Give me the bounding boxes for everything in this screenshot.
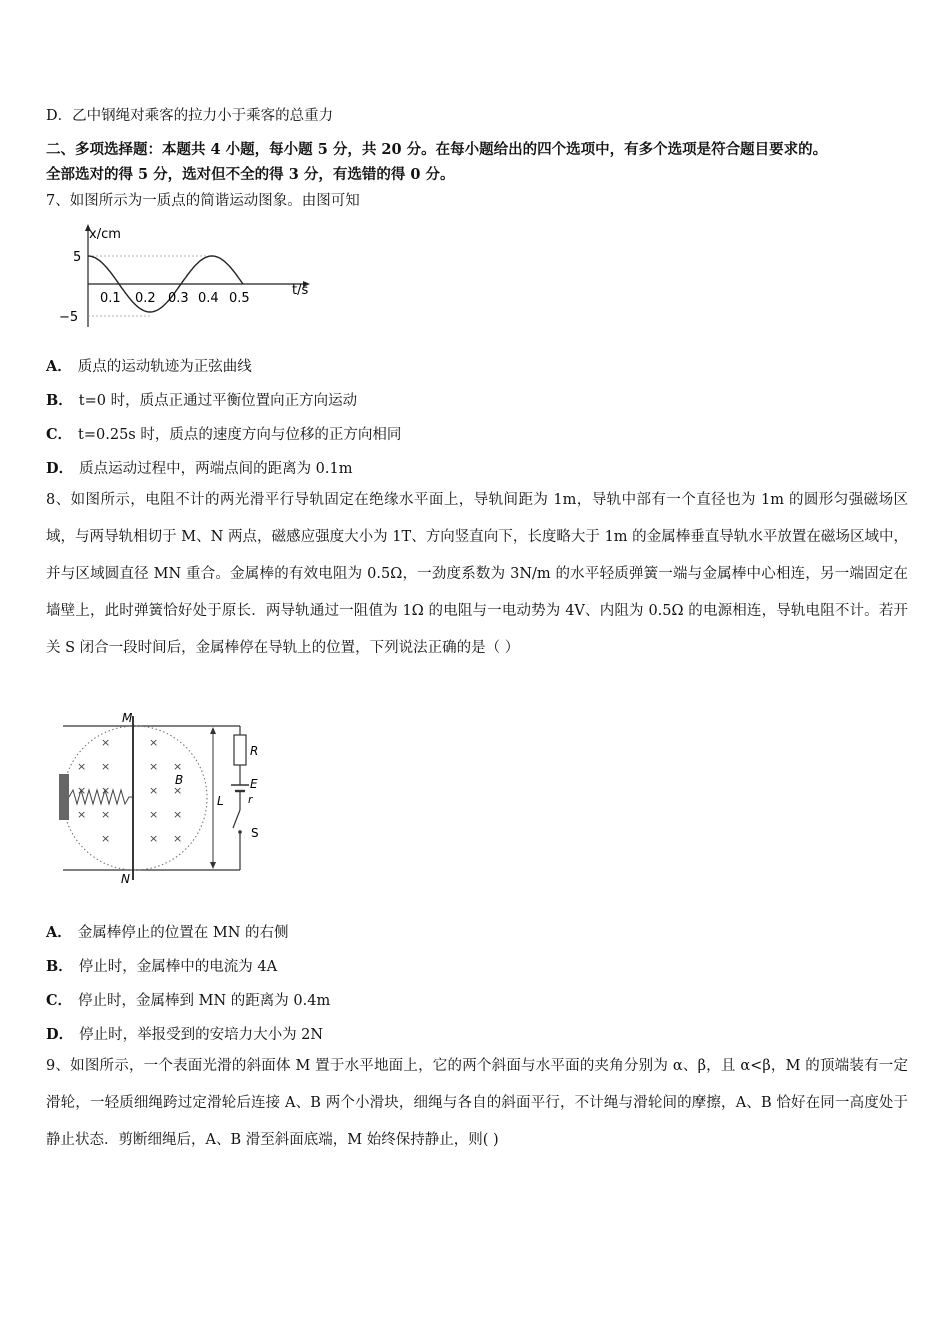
- q7-option-b-text: t=0 时，质点正通过平衡位置向正方向运动: [78, 393, 358, 409]
- q7-xtick-2: 0.3: [168, 291, 189, 306]
- q7-xtick-0: 0.1: [100, 291, 121, 306]
- q6-option-d: D．乙中钢绳对乘客的拉力小于乘客的总重力: [46, 108, 334, 124]
- q7-xtick-1: 0.2: [135, 291, 156, 306]
- q7-xtick-4: 0.5: [229, 291, 250, 306]
- q7-option-a-text: 质点的运动轨迹为正弦曲线: [77, 359, 252, 375]
- section-header-line1: 二、多项选择题：本题共 4 小题，每小题 5 分，共 20 分。在每小题给出的四个选项中，有多个选项是符合题目要求的。: [46, 141, 828, 158]
- q8-figure: [55, 710, 275, 885]
- q8-field-cross: ×: [173, 832, 183, 845]
- q7-option-b-label: B．: [46, 392, 73, 409]
- q8-field-cross: ×: [149, 760, 159, 773]
- q7-graph: [55, 222, 335, 332]
- q7-stem: 7、如图所示为一质点的简谐运动图象。由图可知: [46, 193, 360, 209]
- q8-field-cross: ×: [77, 784, 87, 797]
- q8-option-c-label: C．: [46, 992, 73, 1009]
- q7-ylabel: x/cm: [89, 227, 121, 242]
- q8-field-cross: ×: [101, 784, 111, 797]
- q8-option-d: [46, 1023, 323, 1044]
- q8-option-c-text: 停止时，金属棒到 MN 的距离为 0.4m: [78, 993, 331, 1009]
- q8-field-cross: ×: [173, 784, 183, 797]
- q9-stem: 9、如图所示，一个表面光滑的斜面体 M 置于水平地面上，它的两个斜面与水平面的夹角分别为 α、β，且 α<β，M 的顶端装有一定滑轮，一轻质细绳跨过定滑轮后连接 A、B 两个小滑块，细绳与各自的斜面平行，不计绳与滑轮间的摩擦，A、B 恰好在同一高度处于静止状态．剪断细绳后，A、B 滑至斜面底端，M 始终保持静止，则( ): [46, 1058, 908, 1148]
- q7-xlabel: t/s: [292, 283, 309, 298]
- q7-option-c: [46, 423, 401, 444]
- q8-field-cross: ×: [173, 808, 183, 821]
- q8-option-c: [46, 989, 330, 1010]
- q8-option-d-label: D．: [46, 1026, 74, 1043]
- q7-option-d: [46, 457, 353, 478]
- q8-label-e: E: [250, 777, 258, 791]
- q8-field-cross: ×: [101, 808, 111, 821]
- q7-option-a-label: A．: [46, 358, 72, 375]
- q8-field-cross: ×: [77, 760, 87, 773]
- q8-field-cross: ×: [149, 808, 159, 821]
- q8-label-n: N: [121, 872, 130, 885]
- section-header-line2: 全部选对的得 5 分，选对但不全的得 3 分，有选错的得 0 分。: [46, 166, 455, 183]
- q7-option-a: [46, 355, 252, 376]
- q8-option-b-text: 停止时，金属棒中的电流为 4A: [78, 959, 278, 975]
- q8-field-cross: ×: [101, 736, 111, 749]
- q7-option-d-text: 质点运动过程中，两端点间的距离为 0.1m: [79, 461, 353, 477]
- q7-option-c-label: C．: [46, 426, 73, 443]
- q8-field-cross: ×: [101, 832, 111, 845]
- q7-xtick-3: 0.4: [198, 291, 219, 306]
- q8-stem: 8、如图所示，电阻不计的两光滑平行导轨固定在绝缘水平面上，导轨间距为 1m，导轨中部有一个直径也为 1m 的圆形匀强磁场区域，与两导轨相切于 M、N 两点，磁感应强度大小为 1T、方向竖直向下，长度略大于 1m 的金属棒垂直导轨水平放置在磁场区域中，并与区域圆直径 MN 重合。金属棒的有效电阻为 0.5Ω，一劲度系数为 3N/m 的水平轻质弹簧一端与金属棒中心相连，另一端固定在墙壁上，此时弹簧恰好处于原长．两导轨通过一阻值为 1Ω 的电阻与一电动势为 4V、内阻为 0.5Ω 的电源相连，导轨电阻不计。若开关 S 闭合一段时间后，金属棒停在导轨上的位置，下列说法正确的是（ ）: [46, 492, 908, 656]
- q8-label-m: M: [122, 711, 133, 725]
- q8-field-cross: ×: [149, 736, 159, 749]
- q8-label-r-internal: r: [248, 793, 253, 806]
- q8-label-r-resistor: R: [250, 744, 259, 758]
- q7-ytick-pos: 5: [73, 250, 82, 265]
- q8-option-b: [46, 955, 277, 976]
- q7-option-d-label: D．: [46, 460, 74, 477]
- q8-field-cross: ×: [173, 760, 183, 773]
- q8-option-d-text: 停止时，举报受到的安培力大小为 2N: [79, 1027, 324, 1043]
- q8-field-cross: ×: [149, 832, 159, 845]
- q7-ytick-neg: −5: [59, 310, 79, 325]
- q8-label-l: L: [217, 794, 224, 808]
- q7-option-c-text: t=0.25s 时，质点的速度方向与位移的正方向相同: [78, 427, 402, 443]
- q7-option-b: [46, 389, 357, 410]
- q8-option-b-label: B．: [46, 958, 73, 975]
- q8-option-a-text: 金属棒停止的位置在 MN 的右侧: [77, 925, 289, 941]
- q8-option-a-label: A．: [46, 924, 72, 941]
- q8-field-crosses: [77, 736, 182, 845]
- q8-option-a: [46, 921, 289, 942]
- q8-field-cross: ×: [77, 808, 87, 821]
- q8-label-b: B: [175, 773, 184, 787]
- q8-field-cross: ×: [101, 760, 111, 773]
- q8-label-s: S: [251, 826, 259, 840]
- q8-field-cross: ×: [149, 784, 159, 797]
